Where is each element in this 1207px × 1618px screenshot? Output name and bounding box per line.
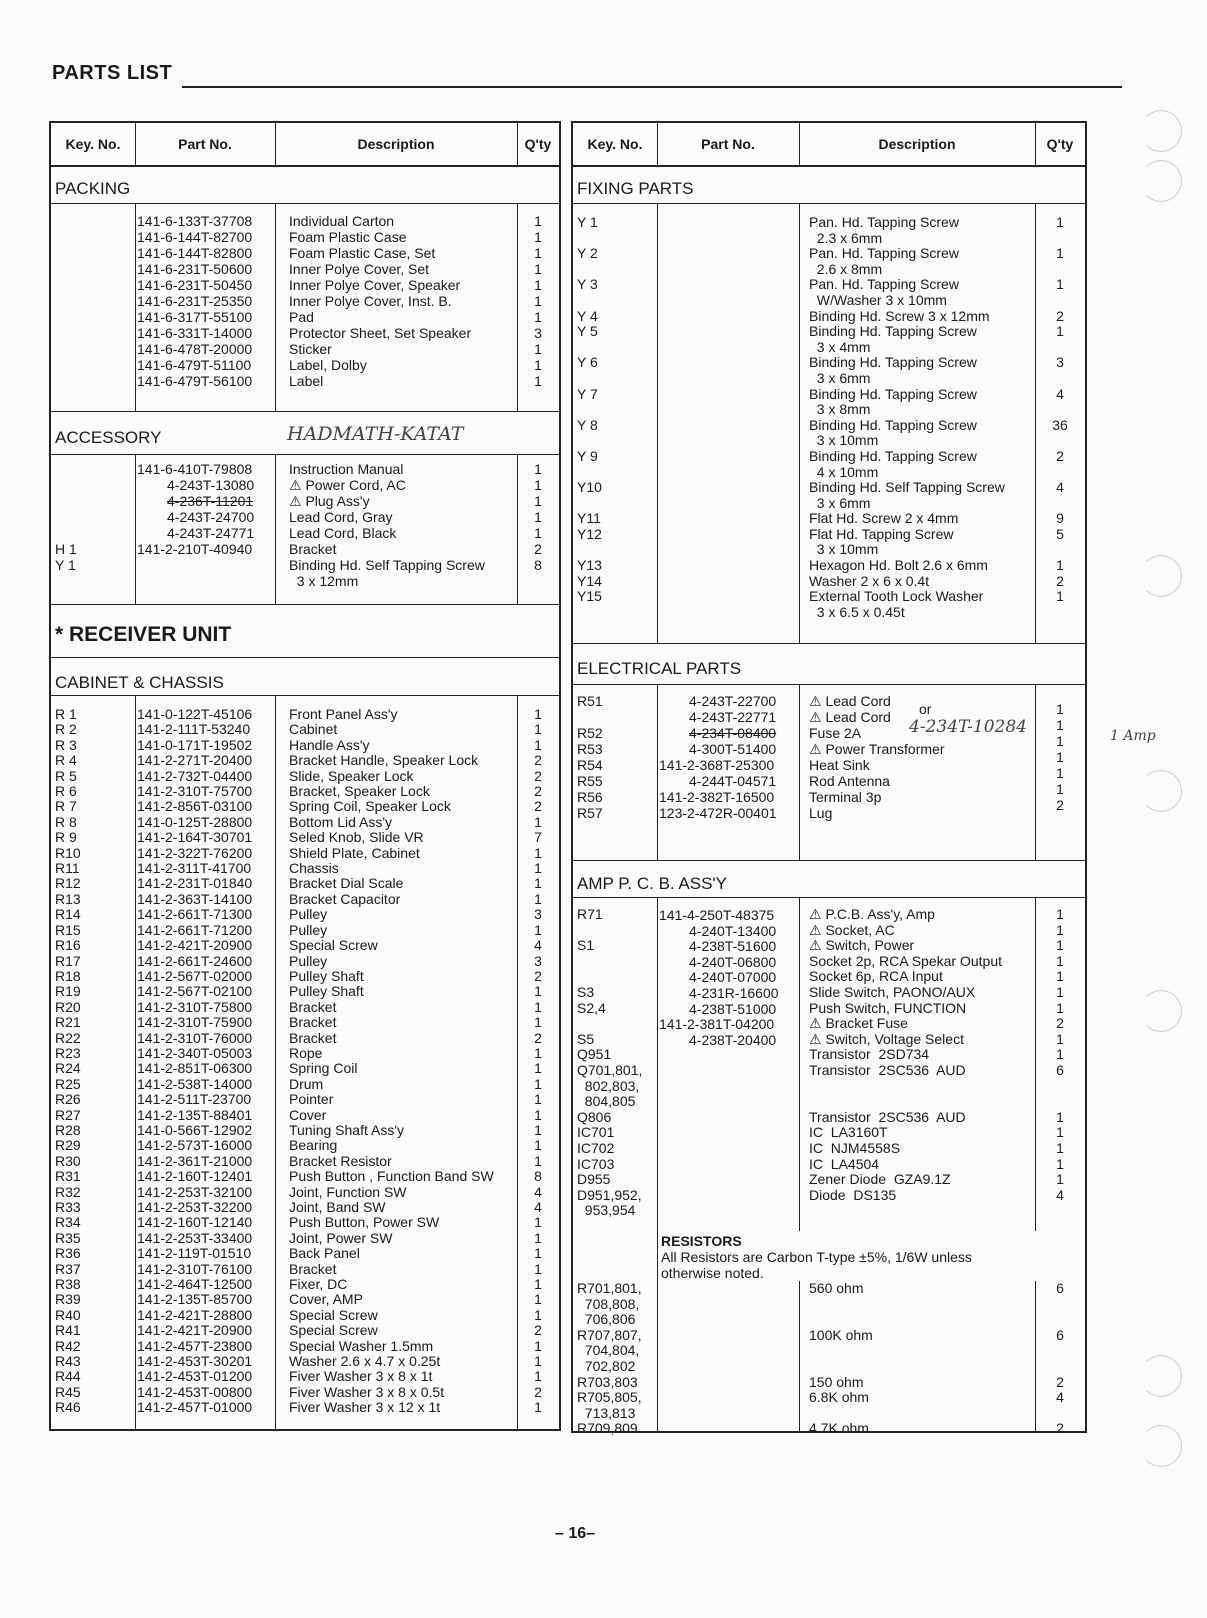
electrical-key-numbers: R51 R52 R53 R54 R55 R56 R57: [577, 693, 603, 821]
section-accessory: ACCESSORY: [55, 428, 162, 447]
header-description: Description: [357, 136, 435, 152]
col-divider: [275, 123, 276, 165]
resistors-heading: RESISTORS: [661, 1233, 742, 1249]
col-divider: [275, 203, 276, 411]
accessory-part-instruction-manual: 141-6-410T-79808: [137, 461, 253, 477]
header-qty: Q'ty: [524, 136, 552, 152]
electrical-part-r52: 4-234T-08400: [689, 725, 777, 741]
section-cabinet-chassis: CABINET & CHASSIS: [55, 673, 224, 692]
page-number: – 16–: [555, 1525, 596, 1542]
binder-hole: [1140, 555, 1182, 597]
amp-part-bracket-fuse: 141-2-381T-04200: [659, 1016, 775, 1032]
packing-quantities: 1 1 1 1 1 1 1 3 1 1 1: [534, 213, 542, 389]
resistor-key-numbers: R701,801, 708,808, 706,806 R707,807, 704,804, 702,802 R703,803 R705,805, 713,813 R709,809: [577, 1280, 642, 1437]
electrical-part-r57: 123-2-472R-00401: [659, 805, 777, 821]
amp-part-socket-2p: 4-240T-06800: [689, 954, 777, 970]
section-rule: [573, 897, 1085, 898]
header-key-no: Key. No.: [587, 136, 643, 152]
binder-hole: [1140, 160, 1182, 202]
accessory-part-lead-cord-gray: 4-243T-24700: [167, 509, 255, 525]
cabinet-descriptions: Front Panel Ass'y Cabinet Handle Ass'y Bracket Handle, Speaker Lock Slide, Speaker Lock Bracket, Speaker Lock Spring Coil, Speaker Lock Bottom Lid Ass'y Seled Knob, Slide VR Shield Plate, Cabinet Chassis Bracket Dial Scale Bracket Capacitor Pulley Pulley Special Screw Pulley Pulley Shaft Pulley Shaft Bracket Bracket Bracket Rope Spring Coil Drum Pointer Cover Tuning Shaft Ass'y Bearing Bracket Resistor Push Button , Function Band SW Joint, Function SW Joint, Band SW Push Button, Power SW Joint, Power SW Back Panel Bracket Fixer, DC Cover, AMP Special Screw Special Screw Special Washer 1.5mm Washer 2.6 x 4.7 x 0.25t Fiver Washer 3 x 8 x 1t Fiver Washer 3 x 8 x 0.5t Fiver Washer 3 x 12 x 1t: [289, 706, 494, 1416]
section-rule: [573, 684, 1085, 685]
binder-hole: [1140, 770, 1182, 812]
section-rule: [51, 454, 559, 455]
accessory-part-plug-assy: 4-236T-11201: [167, 493, 254, 509]
section-fixing-parts: FIXING PARTS: [577, 179, 694, 198]
electrical-part-r56: 141-2-382T-16500: [659, 789, 775, 805]
section-rule: [573, 203, 1085, 204]
accessory-part-lead-cord-black: 4-243T-24771: [167, 525, 255, 541]
amp-key-numbers: R71 S1 S3 S2,4 S5 Q951 Q701,801, 802,803, 804,805 Q806 IC701 IC702 IC703 D955 D951,952, 953,954: [577, 906, 643, 1219]
accessory-part-bracket: 141-2-210T-40940: [137, 541, 253, 557]
header-key-no: Key. No.: [65, 136, 121, 152]
fixing-descriptions: Pan. Hd. Tapping Screw 2.3 x 6mm Pan. Hd. Tapping Screw 2.6 x 8mm Pan. Hd. Tapping Screw W/Washer 3 x 10mm Binding Hd. Screw 3 x 12mm Binding Hd. Tapping Screw 3 x 4mm Binding Hd. Tapping Screw 3 x 6mm Binding Hd. Tapping Screw 3 x 8mm Binding Hd. Tapping Screw 3 x 10mm Binding Hd. Tapping Screw 4 x 10mm Binding Hd. Self Tapping Screw 3 x 6mm Flat Hd. Screw 2 x 4mm Flat Hd. Tapping Screw 3 x 10mm Hexagon Hd. Bolt 2.6 x 6mm Washer 2 x 6 x 0.4t External Tooth Lock Washer 3 x 6.5 x 0.45t: [809, 214, 1005, 620]
electrical-descriptions: ⚠ Lead Cord ⚠ Lead Cord Fuse 2A ⚠ Power Transformer Heat Sink Rod Antenna Terminal 3p Lug: [809, 693, 945, 821]
amp-part-pcb-assy: 141-4-250T-48375: [659, 907, 775, 923]
resistors-note: All Resistors are Carbon T-type ±5%, 1/6W unless otherwise noted.: [661, 1249, 972, 1281]
col-divider: [135, 123, 136, 165]
packing-descriptions: Individual Carton Foam Plastic Case Foam Plastic Case, Set Inner Polye Cover, Set Inner Polye Cover, Speaker Inner Polye Cover, Inst. B. Pad Protector Sheet, Set Speaker Sticker Label, Dolby Label: [289, 213, 472, 389]
binder-hole: [1140, 1355, 1182, 1397]
col-divider: [135, 454, 136, 604]
left-table-header: [51, 123, 559, 167]
electrical-quantities: 1 1 1 1 1 1 2: [1056, 701, 1064, 813]
amp-part-socket-ac: 4-240T-13400: [689, 923, 777, 939]
section-electrical-parts: ELECTRICAL PARTS: [577, 659, 742, 678]
right-table-header: [573, 123, 1085, 167]
binder-hole: [1140, 1425, 1182, 1467]
amp-descriptions: ⚠ P.C.B. Ass'y, Amp ⚠ Socket, AC ⚠ Switch, Power Socket 2p, RCA Spekar Output Socket 6p, RCA Input Slide Switch, PAONO/AUX Push Switch, FUNCTION ⚠ Bracket Fuse ⚠ Switch, Voltage Select Transistor 2SD734 Transistor 2SC536 AUD Transistor 2SC536 AUD IC LA3160T IC NJM4558S IC LA4504 Zener Diode GZA9.1Z Diode DS135: [809, 906, 1002, 1203]
electrical-part-r51b: 4-243T-22771: [689, 709, 777, 725]
resistor-values: 560 ohm 100K ohm 150 ohm 6.8K ohm 4.7K ohm: [809, 1280, 873, 1437]
section-rule: [573, 860, 1085, 861]
title-rule: [182, 86, 1122, 88]
col-divider: [657, 203, 658, 643]
header-qty: Q'ty: [1046, 136, 1074, 152]
col-divider: [657, 684, 658, 860]
col-divider: [657, 897, 658, 1433]
section-rule: [51, 203, 559, 204]
electrical-part-r55: 4-244T-04571: [689, 773, 777, 789]
section-packing: PACKING: [55, 179, 131, 198]
packing-part-numbers: 141-6-133T-37708 141-6-144T-82700 141-6-144T-82800 141-6-231T-50600 141-6-231T-50450 141-6-231T-25350 141-6-317T-55100 141-6-331T-14000 141-6-478T-20000 141-6-479T-51100 141-6-479T-56100: [137, 213, 253, 389]
amp-part-voltage-select: 4-238T-20400: [689, 1032, 777, 1048]
col-divider: [799, 123, 800, 165]
col-divider: [799, 684, 800, 860]
accessory-key-numbers: H 1 Y 1: [55, 541, 77, 573]
resistor-quantities: 6 6 2 4 2: [1056, 1280, 1064, 1437]
col-divider: [517, 123, 518, 165]
header-description: Description: [878, 136, 956, 152]
col-divider: [1035, 123, 1036, 165]
section-receiver-unit: * RECEIVER UNIT: [55, 623, 232, 646]
lead-cord-or-note: or: [919, 701, 932, 717]
section-rule: [51, 695, 559, 696]
electrical-part-r51a: 4-243T-22700: [689, 693, 777, 709]
section-rule: [51, 657, 559, 658]
amp-quantities: 1 1 1 1 1 1 1 2 1 1 6 1 1 1 1 1 4: [1056, 906, 1064, 1203]
section-amp-pcb-assy: AMP P. C. B. ASS'Y: [577, 874, 728, 893]
cabinet-key-numbers: R 1 R 2 R 3 R 4 R 5 R 6 R 7 R 8 R 9 R10 R11 R12 R13 R14 R15 R16 R17 R18 R19 R20 R21 R22 R23 R24 R25 R26 R27 R28 R29 R30 R31 R32 R33 R34 R35 R36 R37 R38 R39 R40 R41 R42 R43 R44 R45 R46: [55, 706, 81, 1416]
col-divider: [799, 1281, 800, 1433]
amp-part-switch-power: 4-238T-51600: [689, 938, 777, 954]
accessory-descriptions: Instruction Manual ⚠ Power Cord, AC ⚠ Plug Ass'y Lead Cord, Gray Lead Cord, Black Bracket Binding Hd. Self Tapping Screw 3 x 12mm: [289, 461, 485, 589]
section-rule: [51, 411, 559, 412]
accessory-quantities: 1 1 1 1 1 2 8: [534, 461, 542, 573]
col-divider: [799, 203, 800, 643]
fixing-quantities: 1 1 1 2 1 3 4 36 2 4 9 5 1 2 1: [1052, 214, 1068, 605]
electrical-part-r54: 141-2-368T-25300: [659, 757, 775, 773]
col-divider: [657, 123, 658, 165]
amp-part-push-switch: 4-238T-51000: [689, 1001, 777, 1017]
header-part-no: Part No.: [178, 136, 232, 152]
handwritten-fuse-note: 4-234T-10284: [909, 717, 1027, 737]
section-rule: [51, 604, 559, 605]
header-part-no: Part No.: [701, 136, 755, 152]
amp-part-socket-6p: 4-240T-07000: [689, 969, 777, 985]
page-header: [52, 62, 1122, 92]
page-title: PARTS LIST: [52, 62, 173, 84]
cabinet-quantities: 1 1 1 2 2 2 2 1 7 1 1 1 1 3 1 4 3 2 1 1 1 2 1 1 1 1 1 1 1 1 8 4 4 1 1 1 1 1 1 1 2 1 1 1 2 1: [534, 706, 542, 1416]
col-divider: [275, 695, 276, 1429]
left-parts-table: [49, 121, 561, 1431]
binder-hole: [1140, 990, 1182, 1032]
col-divider: [275, 454, 276, 604]
right-parts-table: [571, 121, 1087, 1437]
electrical-part-r53: 4-300T-51400: [689, 741, 777, 757]
handwritten-accessory-note: HADMATH-KATAT: [287, 423, 464, 445]
handwritten-amp-note: 1 Amp: [1110, 728, 1156, 744]
col-divider: [135, 203, 136, 411]
accessory-part-power-cord: 4-243T-13080: [167, 477, 255, 493]
col-divider: [135, 695, 136, 1429]
amp-part-slide-switch: 4-231R-16600: [689, 985, 779, 1001]
cabinet-part-numbers: 141-0-122T-45106 141-2-111T-53240 141-0-171T-19502 141-2-271T-20400 141-2-732T-04400 141-2-310T-75700 141-2-856T-03100 141-0-125T-28800 141-2-164T-30701 141-2-322T-76200 141-2-311T-41700 141-2-231T-01840 141-2-363T-14100 141-2-661T-71300 141-2-661T-71200 141-2-421T-20900 141-2-661T-24600 141-2-567T-02000 141-2-567T-02100 141-2-310T-75800 141-2-310T-75900 141-2-310T-76000 141-2-340T-05003 141-2-851T-06300 141-2-538T-14000 141-2-511T-23700 141-2-135T-88401 141-0-566T-12902 141-2-573T-16000 141-2-361T-21000 141-2-160T-12401 141-2-253T-32100 141-2-253T-32200 141-2-160T-12140 141-2-253T-33400 141-2-119T-01510 141-2-310T-76100 141-2-464T-12500 141-2-135T-85700 141-2-421T-28800 141-2-421T-20900 141-2-457T-23800 141-2-453T-30201 141-2-453T-01200 141-2-453T-00800 141-2-457T-01000: [137, 706, 253, 1416]
binder-hole: [1140, 110, 1182, 152]
fixing-key-numbers: Y 1 Y 2 Y 3 Y 4 Y 5 Y 6 Y 7 Y 8 Y 9 Y10 Y11 Y12 Y13 Y14 Y15: [577, 214, 602, 605]
section-rule: [573, 643, 1085, 644]
col-divider: [799, 897, 800, 1231]
